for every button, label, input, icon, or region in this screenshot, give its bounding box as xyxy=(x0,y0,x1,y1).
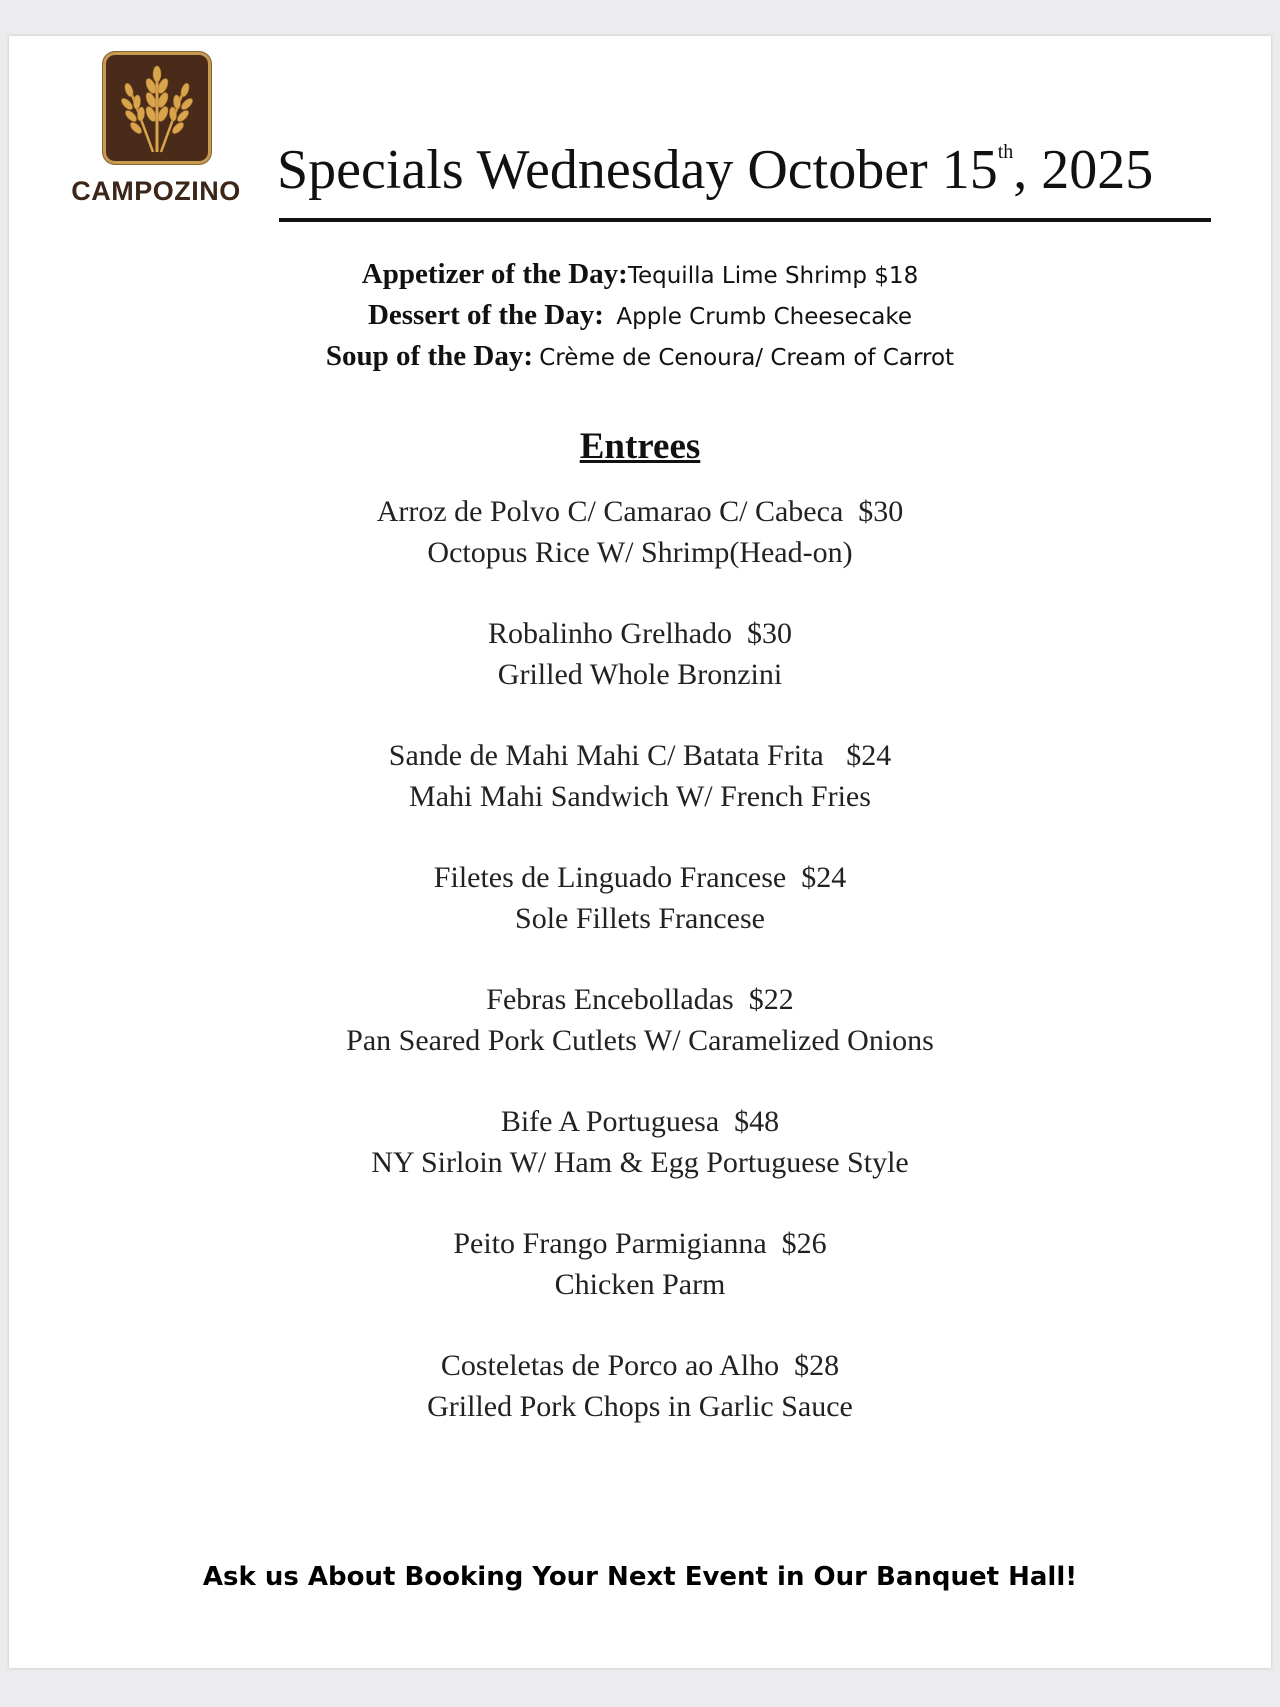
title-suffix: , 2025 xyxy=(1013,139,1154,201)
special-label: Appetizer of the Day: xyxy=(361,258,628,290)
campozino-logo xyxy=(61,52,251,204)
entree-portuguese-name: Arroz de Polvo C/ Camarao C/ Cabeca $30 xyxy=(376,495,904,528)
entree-portuguese-name: Costeletas de Porco ao Alho $28 xyxy=(440,1349,840,1382)
banquet-hall-notice: Ask us About Booking Your Next Event in Our Banquet Hall! xyxy=(202,1562,1078,1592)
special-label: Dessert of the Day: xyxy=(367,299,604,331)
entree-portuguese-name: Bife A Portuguesa $48 xyxy=(500,1105,780,1138)
entree-portuguese-name: Sande de Mahi Mahi C/ Batata Frita $24 xyxy=(388,739,892,772)
entree-english-name: Sole Fillets Francese xyxy=(515,902,765,935)
entree-item xyxy=(9,979,1271,1061)
entree-portuguese-name: Peito Frango Parmigianna $26 xyxy=(453,1227,827,1260)
special-label: Soup of the Day: xyxy=(325,340,533,372)
brand-name: CAMPOZINO xyxy=(71,176,241,206)
entree-item xyxy=(9,613,1271,695)
entree-english-name: Mahi Mahi Sandwich W/ French Fries xyxy=(409,780,871,813)
entree-english-name: Grilled Pork Chops in Garlic Sauce xyxy=(427,1390,853,1423)
entree-item xyxy=(9,491,1271,573)
special-value: Tequilla Lime Shrimp $18 xyxy=(627,263,919,289)
appetizer-of-the-day xyxy=(9,258,1271,291)
entree-item xyxy=(9,857,1271,939)
wheat-icon xyxy=(103,52,211,164)
page-title xyxy=(277,139,1154,201)
entree-item xyxy=(9,1345,1271,1427)
title-superscript: th xyxy=(997,141,1014,163)
special-value: Apple Crumb Cheesecake xyxy=(616,304,913,330)
entree-english-name: Grilled Whole Bronzini xyxy=(497,658,783,691)
entree-english-name: Pan Seared Pork Cutlets W/ Caramelized Onions xyxy=(346,1024,934,1057)
special-value: Crème de Cenoura/ Cream of Carrot xyxy=(539,345,955,371)
title-divider xyxy=(279,218,1211,222)
entrees-heading: Entrees xyxy=(579,426,701,467)
entree-item xyxy=(9,735,1271,817)
entree-item xyxy=(9,1223,1271,1305)
entree-english-name: NY Sirloin W/ Ham & Egg Portuguese Style xyxy=(371,1146,909,1179)
entree-english-name: Chicken Parm xyxy=(554,1268,726,1301)
menu-page xyxy=(9,36,1271,1668)
dessert-of-the-day xyxy=(9,299,1271,332)
entree-portuguese-name: Robalinho Grelhado $30 xyxy=(487,617,793,650)
entree-item xyxy=(9,1101,1271,1183)
entree-portuguese-name: Filetes de Linguado Francese $24 xyxy=(433,861,847,894)
soup-of-the-day xyxy=(9,340,1271,373)
entree-english-name: Octopus Rice W/ Shrimp(Head-on) xyxy=(427,536,853,569)
entree-portuguese-name: Febras Encebolladas $22 xyxy=(486,983,794,1016)
title-prefix: Specials Wednesday October 15 xyxy=(277,139,998,201)
